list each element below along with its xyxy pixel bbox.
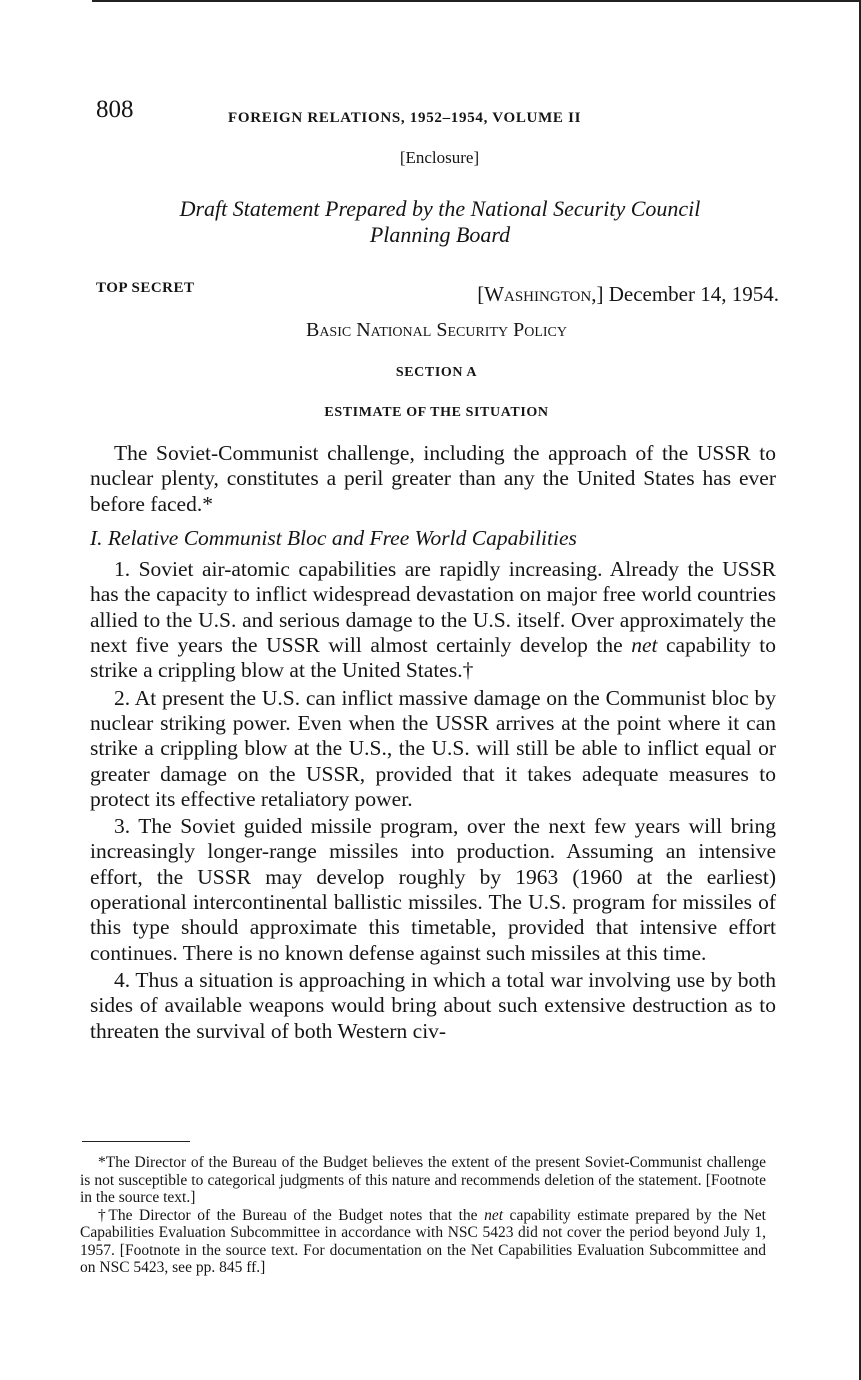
dateline-place: [Washington,]: [477, 282, 604, 306]
footnote-2-emphasis: net: [484, 1206, 504, 1224]
section-heading: [90, 526, 776, 551]
enclosure-label: [Enclosure]: [399, 148, 480, 167]
footnote-1: *The Director of the Bureau of the Budget believes the extent of the present Soviet-Communist challenge is not susceptible to categorical judgments of this nature and recommends deletion of the statement. [Footnote in the source text.]: [80, 1154, 766, 1206]
document-title-line-1: Draft Statement Prepared by the National Security Council: [179, 196, 701, 221]
footnote-2-text-b: capability estimate prepared by the Net Capabilities Evaluation Subcommittee in accordance with NSC 5423 did not cover the period beyond July 1, 1957. [Footnote in the source text. For documentation on the Net Capabilities Evaluation Subcommittee and on NSC 5423, see pp. 845 ff.]: [80, 1206, 766, 1276]
paragraph-1: [90, 557, 776, 683]
paragraph-3: 3. The Soviet guided missile program, over the next few years will bring increasingly longer-range missiles into production. Assuming an intensive effort, the USSR may develop roughly by 1963 (1960 at the earliest) operational intercontinental ballistic missiles. The U.S. program for missiles of this type should approximate this timetable, provided that intensive effort continues. There is no known defense against such missiles at this time.: [90, 814, 776, 965]
footnotes: [80, 1154, 766, 1277]
section-heading-text: I. Relative Communist Bloc and Free World Capabilities: [90, 525, 577, 550]
body-text: [90, 441, 776, 1044]
paragraph-1-text-b: capability to strike a crippling blow at the United States.†: [90, 633, 776, 683]
page-number: 808: [96, 96, 134, 123]
footnote-2: [80, 1207, 766, 1277]
dateline-date: December 14, 1954.: [603, 282, 779, 306]
document-title: [120, 196, 760, 248]
classification-marking: TOP SECRET: [96, 280, 195, 296]
policy-title: Basic National Security Policy: [305, 319, 567, 341]
intro-paragraph: The Soviet-Communist challenge, including the approach of the USSR to nuclear plenty, constitutes a peril greater than any the United States has ever before faced.*: [90, 441, 776, 516]
paragraph-1-emphasis: net: [631, 633, 658, 658]
footnote-rule: [82, 1141, 190, 1142]
section-label: SECTION A: [395, 365, 478, 380]
footnote-2-text-a: †The Director of the Bureau of the Budget notes that the: [98, 1206, 485, 1224]
estimate-label: ESTIMATE OF THE SITUATION: [324, 405, 549, 420]
running-head: FOREIGN RELATIONS, 1952–1954, VOLUME II: [228, 110, 582, 126]
paragraph-2: 2. At present the U.S. can inflict massive damage on the Communist bloc by nuclear striking power. Even when the USSR arrives at the point where it can strike a crippling blow at the U.S., the U.S. will still be able to inflict equal or greater damage on the USSR, provided that it takes adequate measures to protect its effective retaliatory power.: [90, 685, 776, 811]
paragraph-1-text-a: 1. Soviet air-atomic capabilities are rapidly increasing. Already the USSR has the capacity to inflict widespread devastation on major free world countries allied to the U.S. and serious damage to the U.S. itself. Over approximately the next five years the USSR will almost certainly develop the: [90, 557, 776, 658]
page-edge-top: [92, 0, 861, 2]
paragraph-4: 4. Thus a situation is approaching in which a total war involving use by both sides of available weapons would bring about such extensive destruction as to threaten the survival of both Western civ-: [90, 967, 776, 1043]
dateline: [477, 282, 779, 307]
document-title-line-2: Planning Board: [369, 222, 511, 247]
